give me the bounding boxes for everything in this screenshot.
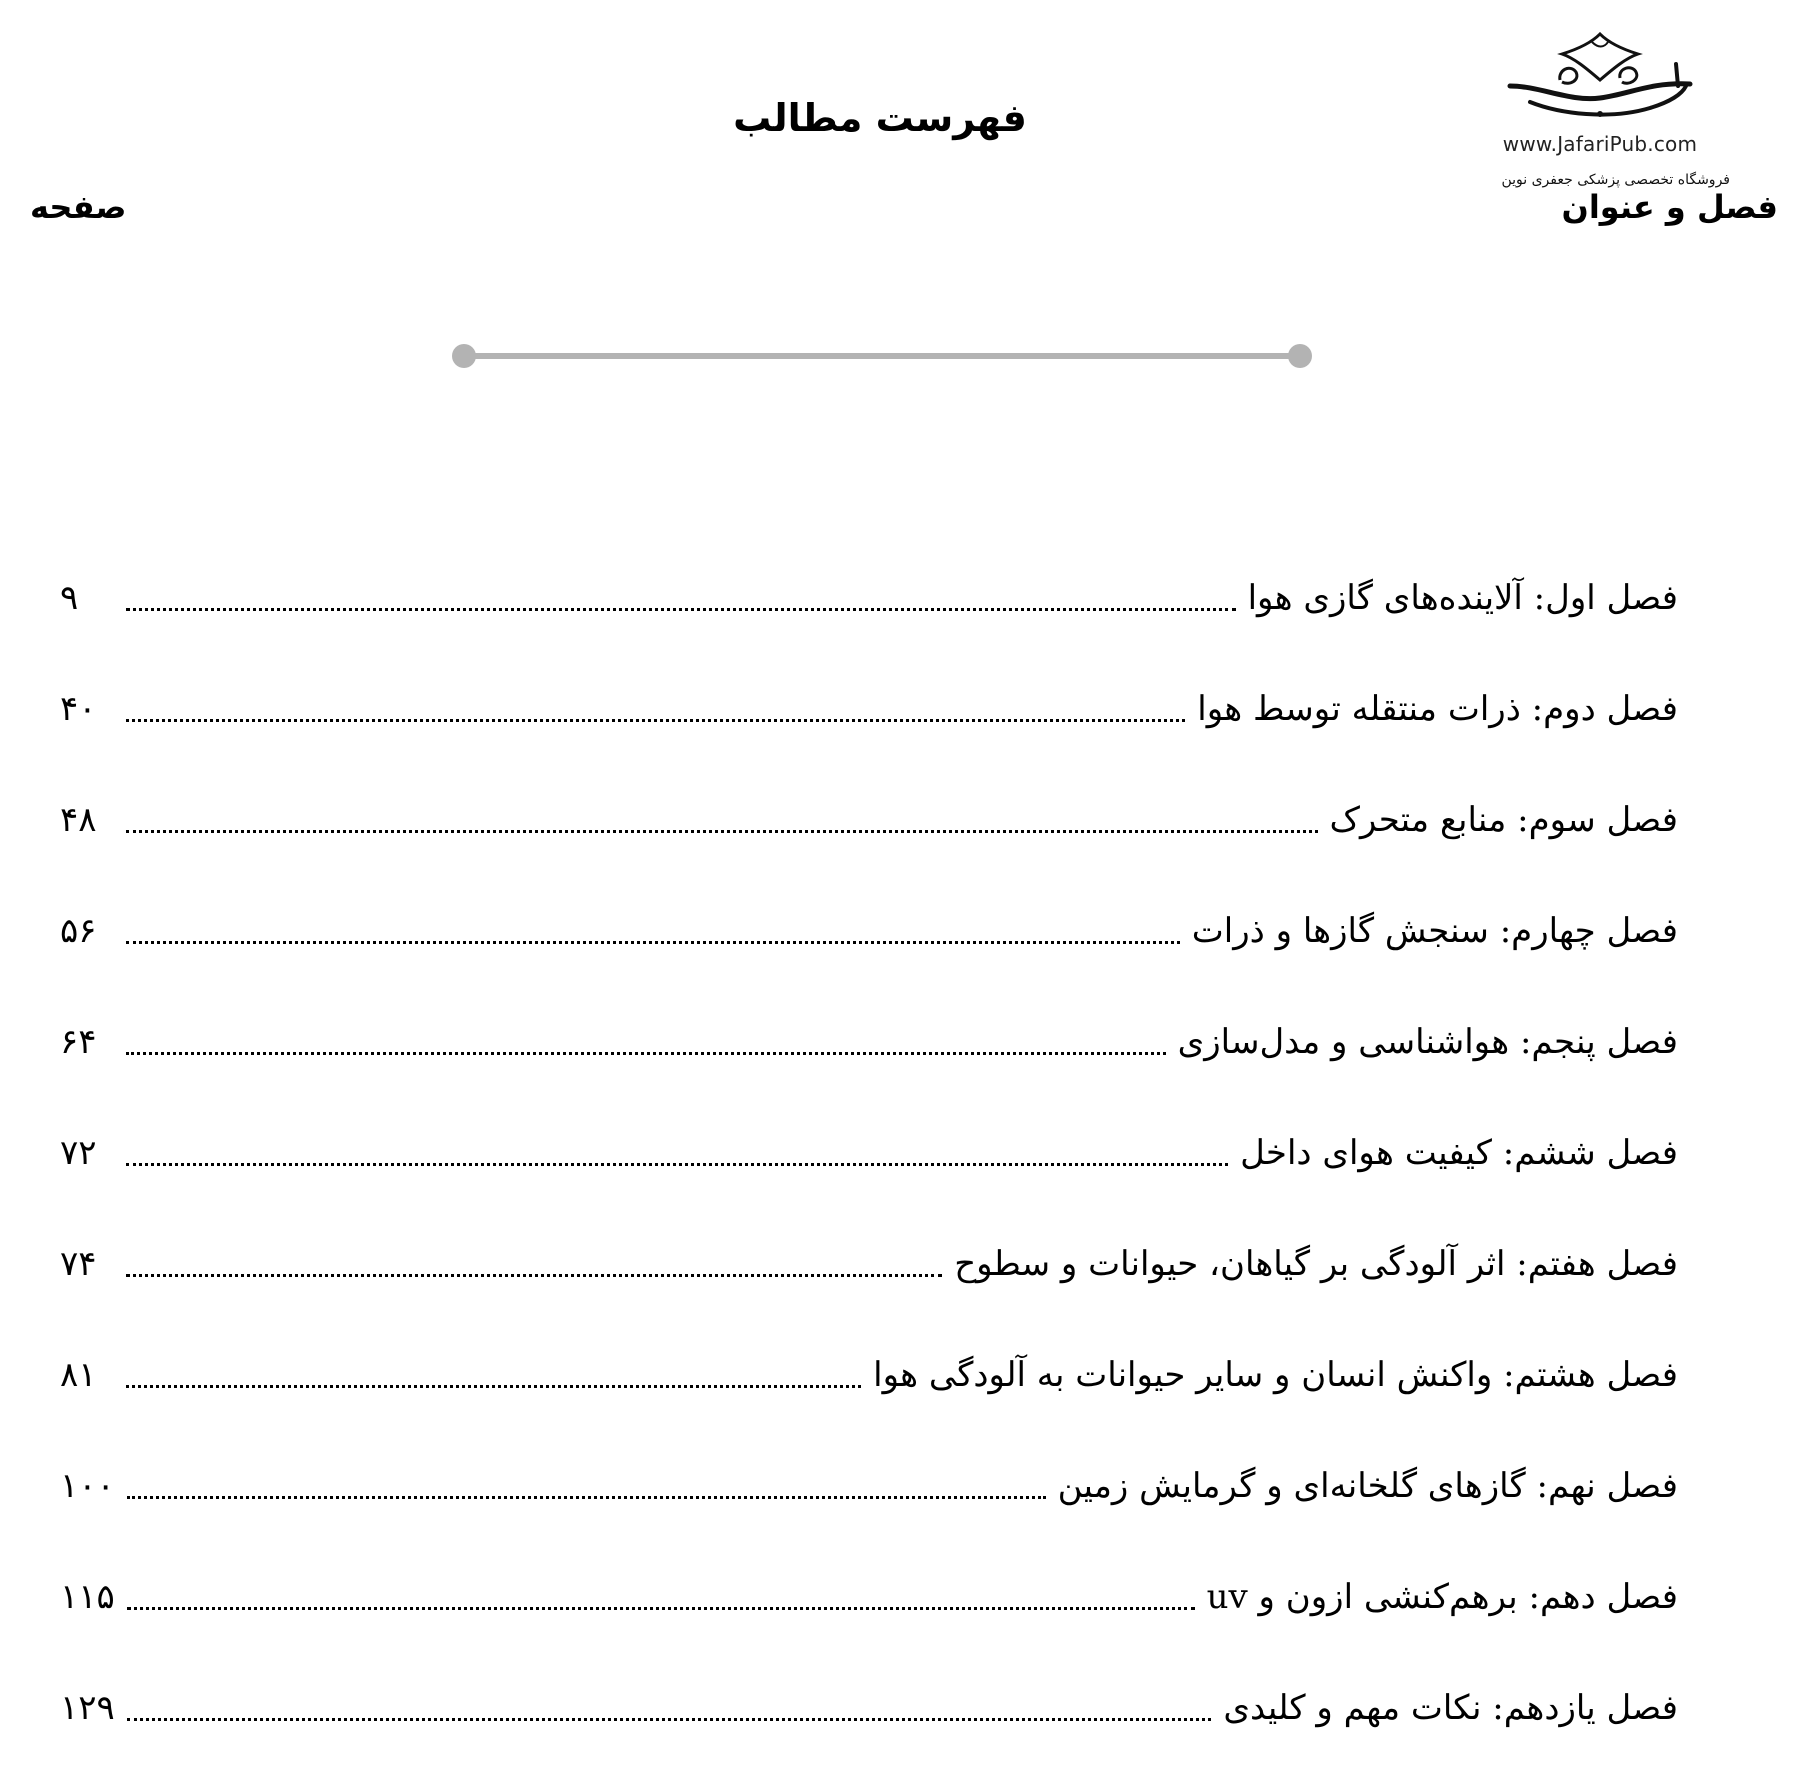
toc-entry-title: فصل نهم: گازهای گلخانه‌ای و گرمایش زمین xyxy=(1057,1466,1678,1506)
dot-leader xyxy=(126,1163,1228,1166)
divider-left-dot xyxy=(452,344,476,368)
dot-leader xyxy=(126,941,1180,944)
toc-entry-title: فصل دهم: برهم‌کنشی ازون و uv xyxy=(1206,1577,1678,1617)
toc-entry[interactable] xyxy=(60,1176,1678,1287)
toc-entry[interactable] xyxy=(60,732,1678,843)
dot-leader xyxy=(127,1718,1212,1721)
divider-bar xyxy=(462,353,1302,359)
dot-leader xyxy=(127,1607,1195,1610)
toc-entry-title: فصل سوم: منابع متحرک xyxy=(1329,800,1678,840)
toc-entry-page: ۵۶ xyxy=(60,911,97,951)
publisher-website: www.JafariPub.com xyxy=(1502,132,1698,156)
toc-entry[interactable] xyxy=(60,621,1678,732)
page-column-header: صفحه xyxy=(30,188,127,226)
toc-entry-title: فصل دوم: ذرات منتقله توسط هوا xyxy=(1197,689,1678,729)
dot-leader xyxy=(126,1274,942,1277)
toc-entry-title: فصل هشتم: واکنش انسان و سایر حیوانات به آلودگی هوا xyxy=(873,1355,1678,1395)
dot-leader xyxy=(126,1052,1166,1055)
toc-entry[interactable] xyxy=(60,954,1678,1065)
toc-entry[interactable] xyxy=(60,1620,1678,1731)
divider-right-dot xyxy=(1288,344,1312,368)
toc-entry-page: ۹ xyxy=(60,578,79,618)
toc-entry[interactable] xyxy=(60,1398,1678,1509)
dot-leader xyxy=(127,1496,1046,1499)
toc-entry-title: فصل یازدهم: نکات مهم و کلیدی xyxy=(1223,1688,1678,1728)
toc-entry-title: فصل پنجم: هواشناسی و مدل‌سازی xyxy=(1177,1022,1678,1062)
dot-leader xyxy=(126,719,1185,722)
toc-entry-title: فصل چهارم: سنجش گازها و ذرات xyxy=(1191,911,1678,951)
toc-entry[interactable] xyxy=(60,1287,1678,1398)
toc-entry-page: ۷۴ xyxy=(60,1244,97,1284)
toc-entry-page: ۱۱۵ xyxy=(60,1577,115,1617)
toc-entry-page: ۱۲۹ xyxy=(60,1688,115,1728)
toc-entry-title: فصل ششم: کیفیت هوای داخل xyxy=(1240,1133,1678,1173)
toc-entry-page: ۴۸ xyxy=(60,800,97,840)
decorative-divider xyxy=(452,344,1312,368)
toc-entry-title: فصل هفتم: اثر آلودگی بر گیاهان، حیوانات و سطوح xyxy=(954,1244,1678,1284)
dot-leader xyxy=(126,608,1236,611)
page-title: فهرست مطالب xyxy=(733,96,1027,140)
toc-entry[interactable] xyxy=(60,1065,1678,1176)
toc-entry[interactable] xyxy=(60,843,1678,954)
publisher-caption: فروشگاه تخصصی پزشکی جعفری نوین xyxy=(1501,172,1730,188)
toc-entry-page: ۶۴ xyxy=(60,1022,97,1062)
toc-entry-page: ۴۰ xyxy=(60,689,97,729)
toc-entry[interactable] xyxy=(60,510,1678,621)
toc-entry-page: ۷۲ xyxy=(60,1133,97,1173)
dot-leader xyxy=(126,830,1318,833)
toc-entry-title: فصل اول: آلاینده‌های گازی هوا xyxy=(1247,578,1678,618)
toc-list xyxy=(60,510,1678,1731)
chapter-column-header: فصل و عنوان xyxy=(1561,188,1778,226)
toc-entry-page: ۱۰۰ xyxy=(60,1466,115,1506)
dot-leader xyxy=(126,1385,861,1388)
toc-entry-page: ۸۱ xyxy=(60,1355,97,1395)
toc-entry[interactable] xyxy=(60,1509,1678,1620)
